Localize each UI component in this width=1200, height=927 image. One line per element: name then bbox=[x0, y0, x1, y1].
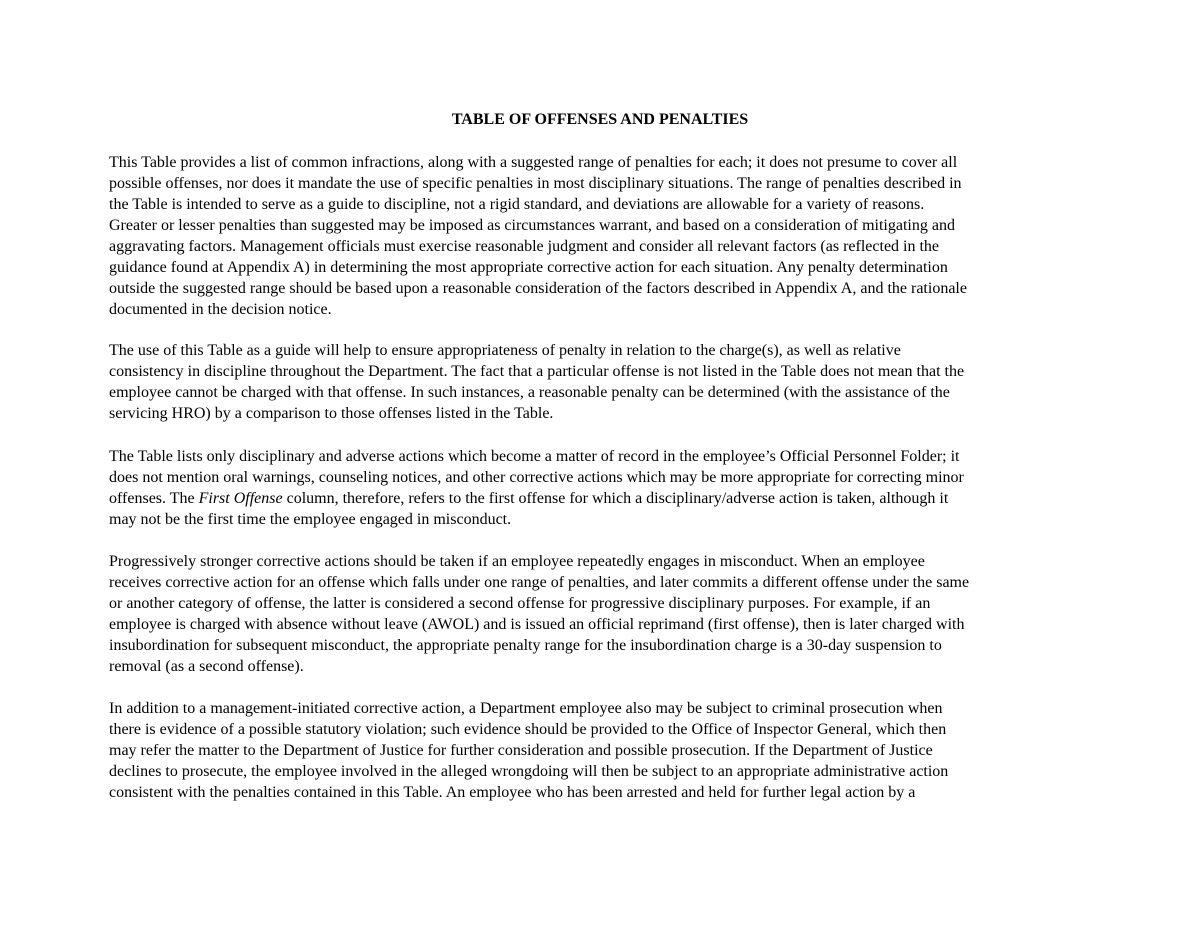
paragraph-line: aggravating factors. Management officials must exercise reasonable judgment and consider all relevant factors (as reflected in the bbox=[109, 238, 940, 255]
paragraph-line: or another category of offense, the latter is considered a second offense for progressive disciplinary purposes. For example, if an bbox=[109, 595, 931, 612]
paragraph-line: Progressively stronger corrective actions should be taken if an employee repeatedly engages in misconduct. When an employee bbox=[109, 553, 925, 570]
paragraph-line: declines to prosecute, the employee involved in the alleged wrongdoing will then be subject to an appropriate administrative action bbox=[109, 763, 949, 780]
paragraph-line: may refer the matter to the Department of Justice for further consideration and possible prosecution. If the Department of Justice bbox=[109, 742, 933, 759]
paragraph-line: guidance found at Appendix A) in determining the most appropriate corrective action for each situation. Any penalty determination bbox=[109, 259, 948, 276]
paragraph-penalty-table-purpose bbox=[109, 152, 1094, 320]
paragraph-line: The use of this Table as a guide will help to ensure appropriateness of penalty in relation to the charge(s), as well as relative bbox=[109, 342, 901, 359]
paragraph-line: The Table lists only disciplinary and adverse actions which become a matter of record in the employee’s Official Personnel Folder; it bbox=[109, 448, 960, 465]
paragraph-line: This Table provides a list of common infractions, along with a suggested range of penalties for each; it does not presume to cover all bbox=[109, 154, 958, 171]
paragraph-line: outside the suggested range should be based upon a reasonable consideration of the factors described in Appendix A, and the rationale bbox=[109, 280, 967, 297]
italic-column-name: First Offense bbox=[198, 490, 283, 507]
paragraph-disciplinary-actions-listed bbox=[109, 446, 1094, 530]
paragraph-line: servicing HRO) by a comparison to those offenses listed in the Table. bbox=[109, 405, 554, 422]
paragraph-criminal-prosecution bbox=[109, 698, 1094, 803]
paragraph-line: Greater or lesser penalties than suggested may be imposed as circumstances warrant, and based on a consideration of mitigating and bbox=[109, 217, 955, 234]
paragraph-line: the Table is intended to serve as a guide to discipline, not a rigid standard, and deviations are allowable for a variety of reasons. bbox=[109, 196, 925, 213]
paragraph-line: consistent with the penalties contained in this Table. An employee who has been arrested and held for further legal action by a bbox=[109, 784, 916, 801]
paragraph-progressive-discipline bbox=[109, 551, 1094, 677]
paragraph-line: In addition to a management-initiated corrective action, a Department employee also may be subject to criminal prosecution when bbox=[109, 700, 943, 717]
paragraph-line: consistency in discipline throughout the Department. The fact that a particular offense is not listed in the Table does not mean that the bbox=[109, 363, 965, 380]
page-title: TABLE OF OFFENSES AND PENALTIES bbox=[451, 111, 749, 128]
paragraph-line: employee cannot be charged with that offense. In such instances, a reasonable penalty can be determined (with the assistance of the bbox=[109, 384, 950, 401]
paragraph-line: possible offenses, nor does it mandate the use of specific penalties in most disciplinary situations. The range of penalties described in bbox=[109, 175, 962, 192]
paragraph-table-as-guide bbox=[109, 340, 1094, 424]
paragraph-line: receives corrective action for an offense which falls under one range of penalties, and later commits a different offense under the same bbox=[109, 574, 970, 591]
line-suffix: column, therefore, refers to the first offense for which a disciplinary/adverse action is taken, although it bbox=[282, 490, 949, 507]
paragraph-line: does not mention oral warnings, counseling notices, and other corrective actions which may be more appropriate for correcting minor bbox=[109, 469, 964, 486]
line-prefix: offenses. The bbox=[109, 490, 199, 507]
paragraph-line: documented in the decision notice. bbox=[109, 301, 332, 318]
paragraph-line: there is evidence of a possible statutory violation; such evidence should be provided to the Office of Inspector General, which then bbox=[109, 721, 947, 738]
paragraph-line: may not be the first time the employee engaged in misconduct. bbox=[109, 511, 512, 528]
paragraph-line: removal (as a second offense). bbox=[109, 658, 304, 675]
paragraph-line-with-italic bbox=[109, 488, 1094, 509]
paragraph-line: insubordination for subsequent misconduct, the appropriate penalty range for the insubordination charge is a 30-day suspension to bbox=[109, 637, 942, 654]
paragraph-line: employee is charged with absence without leave (AWOL) and is issued an official reprimand (first offense), then is later charged with bbox=[109, 616, 965, 633]
